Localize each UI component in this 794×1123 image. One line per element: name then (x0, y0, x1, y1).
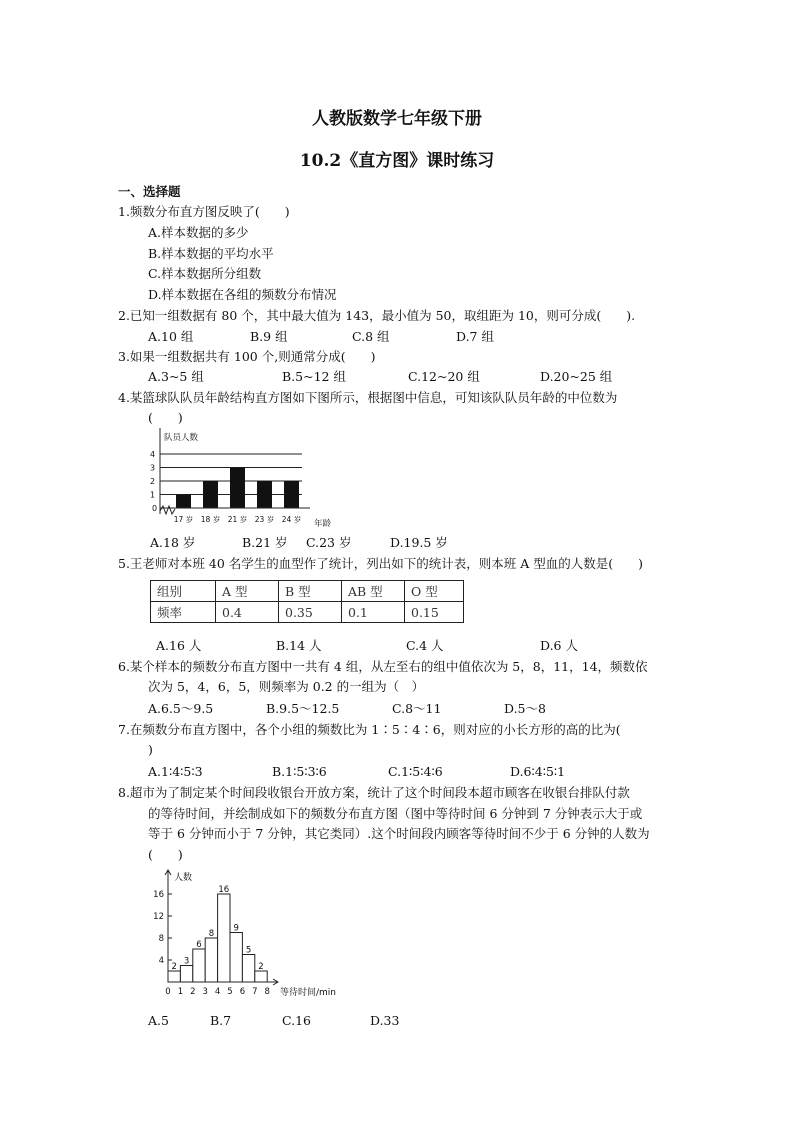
x-tick-label: 5 (227, 987, 233, 997)
x-tick-label: 18 岁 (200, 515, 221, 524)
q4-stem-cont: ( ) (148, 410, 183, 425)
age-chart-xlabel: 年龄 (314, 519, 332, 529)
section-heading: 一、选择题 (118, 184, 181, 199)
table-cell: 0.15 (405, 602, 464, 623)
table-header-row (151, 581, 464, 602)
q8-stem: 8.超市为了制定某个时间段收银台开放方案，统计了这个时间段本超市顾客在收银台排队付款 (118, 785, 630, 800)
q5-option-b: B.14 人 (276, 638, 322, 653)
age-chart-ylabel: 队员人数 (164, 433, 199, 443)
origin-label: 0 (152, 504, 158, 513)
x-tick-label: 24 岁 (281, 515, 302, 524)
y-tick-label: 2 (150, 477, 156, 486)
q5-option-c: C.4 人 (406, 638, 444, 653)
q6-option-b: B.9.5～12.5 (266, 701, 340, 716)
wait-chart-ylabel: 人数 (174, 873, 193, 883)
table-row (151, 602, 464, 623)
histogram-bar (230, 933, 242, 983)
histogram-bar (230, 468, 245, 509)
x-tick-label: 4 (214, 987, 221, 997)
bar-value-label: 2 (258, 962, 264, 972)
q8-stem-cont2: 等于 6 分钟而小于 7 分钟，其它类同）.这个时间段内顾客等待时间不少于 6 分钟的人数为 (148, 826, 650, 841)
table-cell: A 型 (216, 581, 279, 602)
q4-option-c: C.23 岁 (306, 535, 352, 550)
q2-stem: 2.已知一组数据有 80 个，其中最大值为 143，最小值为 50，取组距为 10，则可分成( ). (118, 308, 636, 323)
histogram-bar (203, 481, 218, 508)
bar-value-label: 3 (183, 956, 190, 967)
x-tick-label: 3 (202, 987, 208, 997)
histogram-bar (176, 495, 191, 509)
bar-value-label: 16 (218, 885, 230, 895)
y-tick-label: 4 (150, 450, 156, 459)
q3-option-b: B.5~12 组 (282, 369, 346, 384)
q1-option-c: C.样本数据所分组数 (148, 266, 262, 281)
q3-stem: 3.如果一组数据共有 100 个,则通常分成( ) (118, 349, 376, 364)
table-cell: 0.35 (279, 602, 342, 623)
q3-option-d: D.20~25 组 (540, 369, 613, 384)
bar-value-label: 9 (233, 923, 239, 934)
q3-option-c: C.12~20 组 (408, 369, 480, 384)
y-tick-label: 8 (158, 934, 164, 944)
q8-stem-cont1: 的等待时间，并绘制成如下的频数分布直方图（图中等待时间 6 分钟到 7 分钟表示大于或 (148, 806, 643, 821)
q4-option-a: A.18 岁 (150, 535, 196, 550)
q8-option-b: B.7 (210, 1013, 232, 1028)
q5-stem: 5.王老师对本班 40 名学生的血型作了统计，列出如下的统计表，则本班 A 型血的人数是( ) (118, 556, 644, 571)
q8-option-c: C.16 (282, 1013, 311, 1028)
y-tick-label: 3 (150, 463, 156, 473)
q1-option-d: D.样本数据在各组的频数分布情况 (148, 287, 337, 302)
table-cell: 组别 (151, 581, 216, 602)
q2-option-b: B.9 组 (250, 329, 288, 344)
x-tick-label: 17 岁 (173, 515, 194, 524)
q6-stem: 6.某个样本的频数分布直方图中一共有 4 组，从左至右的组中值依次为 5，8，11，14，频数依 (118, 659, 648, 674)
q2-option-c: C.8 组 (352, 329, 390, 344)
table-cell: 0.4 (216, 602, 279, 623)
bar-value-label: 8 (208, 929, 215, 939)
page-subtitle: 10.2《直方图》课时练习 (299, 151, 495, 171)
q7-option-c: C.1∶5∶4∶6 (388, 764, 443, 779)
age-histogram (150, 428, 350, 533)
q7-stem-cont: ) (148, 742, 153, 757)
bar-value-label: 6 (196, 940, 202, 950)
table-cell: 频率 (151, 602, 216, 623)
q7-option-a: A.1∶4∶5∶3 (148, 764, 203, 779)
table-cell: AB 型 (342, 581, 405, 602)
q3-option-a: A.3~5 组 (148, 369, 204, 384)
histogram-bar (255, 971, 267, 982)
histogram-bar (242, 955, 254, 983)
table-cell: B 型 (279, 581, 342, 602)
q1-option-b: B.样本数据的平均水平 (148, 246, 274, 261)
q6-option-d: D.5～8 (504, 701, 546, 716)
histogram-bar (180, 966, 192, 983)
q7-option-b: B.1∶5∶3∶6 (272, 764, 327, 779)
q5-option-a: A.16 人 (156, 638, 202, 653)
q6-stem-cont: 次为 5，4，6，5，则频率为 0.2 的一组为（ ） (148, 679, 425, 694)
q7-option-d: D.6∶4∶5∶1 (510, 764, 566, 779)
q1-option-a: A.样本数据的多少 (148, 225, 249, 240)
bar-value-label: 2 (171, 962, 177, 972)
histogram-bar (205, 938, 217, 982)
x-tick-label: 7 (252, 987, 258, 997)
y-tick-label: 16 (153, 890, 164, 900)
y-tick-label: 4 (158, 956, 164, 966)
q8-stem-cont3: ( ) (148, 847, 183, 862)
histogram-bar (168, 971, 180, 982)
blood-type-table (150, 580, 464, 623)
q4-option-d: D.19.5 岁 (390, 535, 448, 550)
wait-time-histogram (150, 866, 350, 1002)
q7-stem: 7.在频数分布直方图中，各个小组的频数比为 1∶5∶4∶6，则对应的小长方形的高的比为( (118, 722, 621, 737)
bar-value-label: 5 (245, 945, 252, 956)
q6-option-c: C.8～11 (392, 701, 442, 716)
q4-stem: 4.某篮球队队员年龄结构直方图如下图所示，根据图中信息，可知该队队员年龄的中位数为 (118, 390, 618, 405)
x-tick-label: 0 (165, 987, 171, 997)
x-tick-label: 1 (177, 987, 184, 997)
table-cell: O 型 (405, 581, 464, 602)
axis-break (160, 506, 175, 514)
table-cell: 0.1 (342, 602, 405, 623)
q8-option-d: D.33 (370, 1013, 400, 1028)
q1-stem: 1.频数分布直方图反映了( ) (118, 204, 290, 219)
histogram-bar (193, 949, 205, 982)
q4-option-b: B.21 岁 (242, 535, 288, 550)
x-tick-label: 6 (239, 987, 246, 997)
q2-option-d: D.7 组 (456, 329, 494, 344)
y-tick-label: 1 (150, 490, 156, 500)
histogram-bar (218, 894, 230, 982)
q5-option-d: D.6 人 (540, 638, 578, 653)
x-tick-label: 8 (264, 987, 270, 997)
x-tick-label: 21 岁 (227, 515, 248, 524)
page-title: 人教版数学七年级下册 (312, 109, 482, 129)
x-tick-label: 2 (190, 987, 196, 997)
histogram-bar (284, 481, 299, 508)
q8-option-a: A.5 (148, 1013, 169, 1028)
x-tick-label: 23 岁 (254, 515, 275, 524)
histogram-bar (257, 481, 272, 508)
wait-chart-xlabel: 等待时间/min (280, 988, 337, 998)
q2-option-a: A.10 组 (148, 329, 194, 344)
q6-option-a: A.6.5～9.5 (148, 701, 214, 716)
y-tick-label: 12 (153, 912, 164, 922)
